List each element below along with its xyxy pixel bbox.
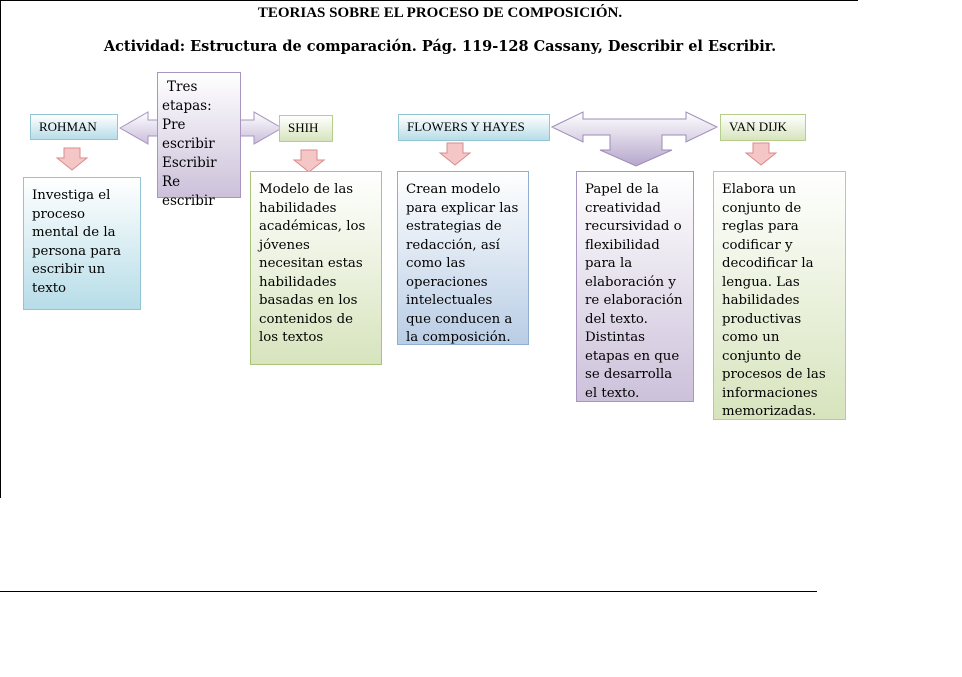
stage-line: Tres xyxy=(167,79,198,95)
stage-line: Pre xyxy=(162,117,186,133)
description-rohman: Investiga el proceso mental de la persona para escribir un texto xyxy=(23,177,141,310)
stage-line: escribir xyxy=(162,136,215,152)
description-creativity: Papel de la creatividad recursividad o flexibilidad para la elaboración y re elaboración del texto. Distintas etapas en que se desarrolla el texto. xyxy=(576,171,694,402)
down-arrow-flowers xyxy=(440,143,470,165)
stage-line: etapas: xyxy=(162,98,212,114)
down-arrow-rohman xyxy=(57,148,87,170)
page-subtitle: Actividad: Estructura de comparación. Pág. 119-128 Cassany, Describir el Escribir. xyxy=(103,38,777,55)
double-arrow-right xyxy=(240,112,282,144)
long-double-arrow xyxy=(552,112,717,166)
description-flowers-hayes: Crean modelo para explicar las estrategias de redacción, así como las operaciones intelectuales que conducen a la composición. xyxy=(397,171,529,345)
theory-label-van-dijk: VAN DIJK xyxy=(720,114,806,141)
theory-label-flowers-hayes: FLOWERS Y HAYES xyxy=(398,114,550,141)
stage-line: Re escribir xyxy=(162,174,215,209)
down-arrow-vandijk xyxy=(746,143,776,165)
theory-label-shih: SHIH xyxy=(279,115,333,142)
theory-label-rohman: ROHMAN xyxy=(30,114,118,140)
down-arrow-shih xyxy=(294,150,324,172)
page-title: TEORIAS SOBRE EL PROCESO DE COMPOSICIÓN. xyxy=(257,5,623,21)
double-arrow-left xyxy=(120,112,158,144)
central-stages-box xyxy=(157,72,241,209)
description-van-dijk: Elabora un conjunto de reglas para codificar y decodificar la lengua. Las habilidades productivas como un conjunto de procesos de las informaciones memorizadas. xyxy=(713,171,846,420)
stage-line: Escribir xyxy=(162,155,217,171)
description-shih: Modelo de las habilidades académicas, los jóvenes necesitan estas habilidades basadas en los contenidos de los textos xyxy=(250,171,382,365)
